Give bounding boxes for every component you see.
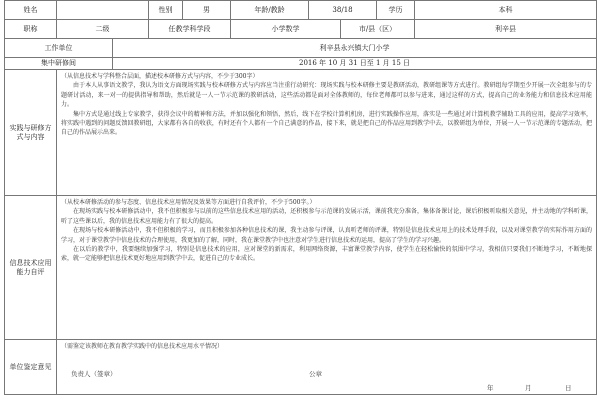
day-label: 日 [565,384,572,392]
practice-paragraph: 由于本人从事语文教学，我认为语文方面现场实践与校本研修方式与内容应当注重行动研究：现场实践与校本研修主要是教研活动，教研组课等方式进行。教研组每学期至少开展一次全组参与的专题研讨活动，来一对一的提供指导和帮助，然后就是一人一节示范课的教研活动，这些活动都是面对全体教师的，每位老师都可以参与进来，通过这样的方式，提高自己的业务能力和信息技术应用能力。 [61,82,593,109]
gender-value: 男 [183,1,231,20]
self-eval-section-label: 信息技术应用能力自评 [5,196,57,340]
time-label: 集中研修间 [5,58,113,70]
education-label: 学历 [377,1,415,20]
section-self-evaluation [5,196,597,340]
month-label: 月 [525,384,532,392]
district-value: 利辛县 [415,20,597,39]
self-eval-paragraph: 在现场实践与校本研修活动中，我不但积极参与以前的这些信息技术应用的活动，还积极参与示范课的发展示活，课前我充分准备，集体备课讨论，课后积极听取相关意见，并主动地的学科听课，听了这些课以后，我的信息技术应用能力有了很大的提高。 [61,208,593,225]
education-value: 本科 [415,1,597,20]
age-value: 38/18 [309,1,377,20]
row-training-time [5,58,597,70]
self-eval-paragraph: 在现场与校本研修活动中，我不但积极的学习，而且积极参加各种信息技术的课，我主动参与评课，认真听老师的评课，特别是信息技术应用上的技术处理手段，以及对课堂教学的实际作用方面的学习，对于课堂教学中信息技术的合理使用，我更加的了解，同时，我在课堂教学中也注意对学生进行信息技术的运用，提高了学生的学习兴趣。 [61,227,593,244]
signer-label: 负责人（签章） [71,370,117,378]
row-job-info [5,20,597,39]
form-table [4,0,597,395]
name-value [57,1,149,20]
section-practice [5,70,597,196]
unit-value: 利辛县永兴镇大门小学 [113,39,597,58]
time-value: 2016 年 10 月 31 日至 1 月 15 日 [113,58,597,70]
unit-label: 工作单位 [5,39,113,58]
subject-value: 小学数学 [231,20,341,39]
title-label: 职称 [5,20,57,39]
practice-section-label: 实践与研修方式与内容 [5,70,57,196]
self-eval-section-content [57,196,597,340]
row-basic-info [5,1,597,20]
name-label: 姓名 [5,1,57,20]
self-eval-paragraph: 在以后的教学中，我要继续加强学习，特别是信息技术的应用，应对课堂的新需求，利用网络资源，丰富课堂教学内容，使学生在轻松愉快的氛围中学习，我相信只要我们不断地学习，不断地探索，就一定能够把信息技术更好地应用到教学中去，促进自己的专业成长。 [61,246,593,263]
practice-paragraph: 集中方式是通过线上专家教学，获得会议中的精神和方法，并加以强化和领悟，然后，线下在学校计算机机房，进行实践操作应用，落实是一些通过对计算机教学辅助工具的应用，提高学习效率，将实践中遇到的问题反馈回教研组，大家都有各自的收获，有时还有个人都有一个自己满意的作品，接下来，就是把自己的作品应用到教学中去，以教研组为单位，开展一人一节示范课的专题活动，把自己的作品展示出来。 [61,110,593,137]
appraisal-section-label: 单位鉴定意见 [5,340,57,395]
title-value: 二级 [57,20,149,39]
section-unit-appraisal [5,340,597,395]
district-label: 市/县（区） [341,20,415,39]
appraisal-hint: （需鉴定该教师在教育教学实践中的信息技术应用水平情况） [61,343,224,350]
seal-label: 公章 [309,370,322,378]
appraisal-section-content [57,340,597,395]
self-eval-hint: （从校本研修活动的参与态度、信息技术应用情况及效果等方面进行自我评价，不少于500字。） [61,199,316,206]
practice-hint: （从信息技术与学科整合层面，描述校本研修方式与内容，不少于300字） [61,73,259,80]
subject-label: 任教学科学段 [149,20,231,39]
practice-section-content [57,70,597,196]
year-label: 年 [487,384,494,392]
gender-label: 性别 [149,1,183,20]
row-work-unit [5,39,597,58]
age-label: 年龄/教龄 [231,1,309,20]
